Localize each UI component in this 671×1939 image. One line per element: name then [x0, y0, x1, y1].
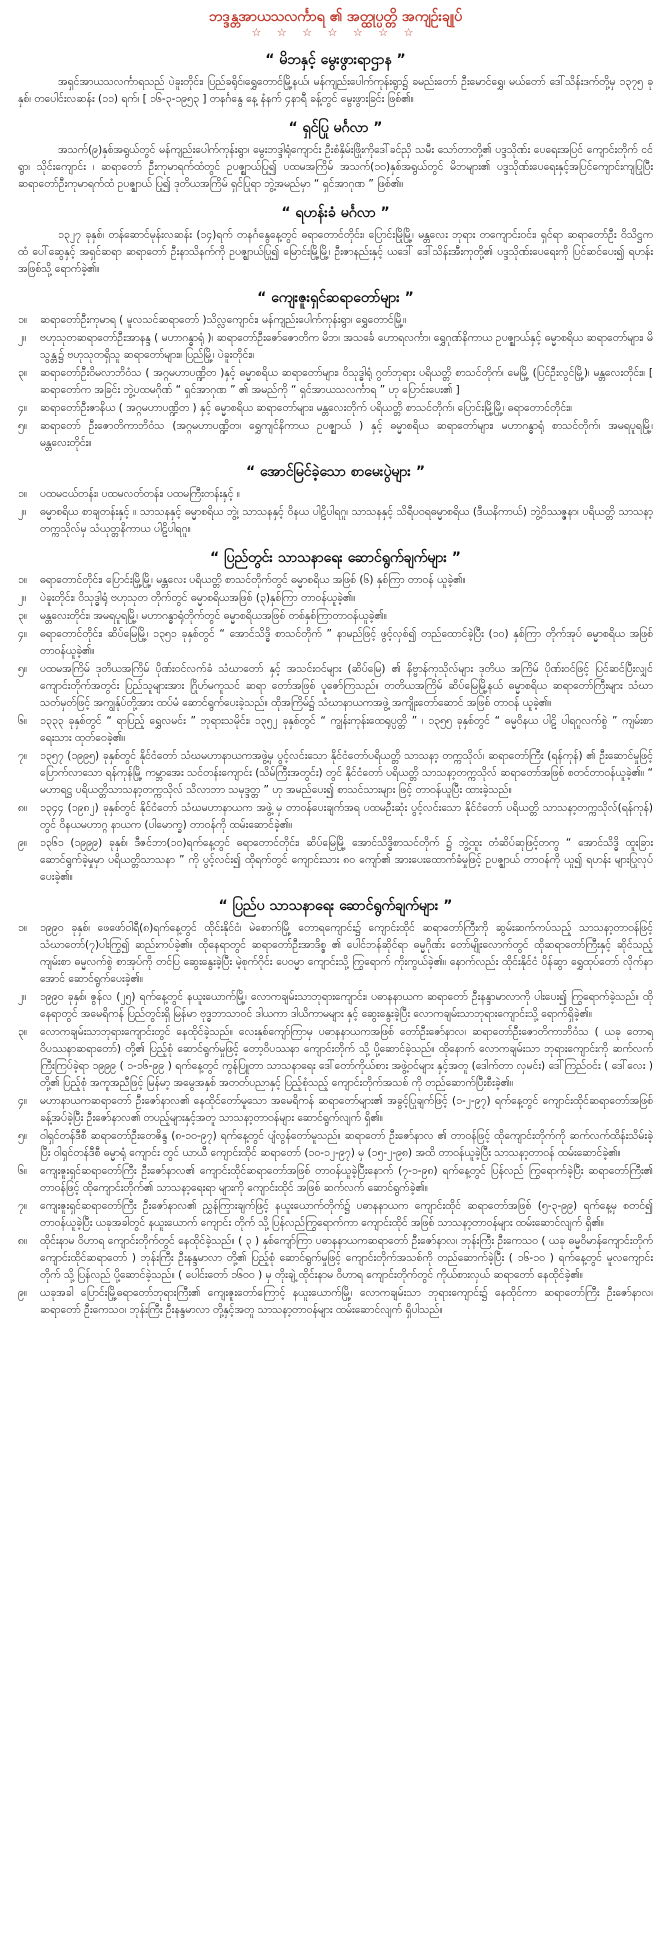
section-title-exams: “ အောင်မြင်ခဲ့သော စာမေးပွဲများ ”	[245, 464, 426, 480]
list-item-text: ဓမ္မာစရိယ စာချတန်းနှင့် ။ သာသနနှင့် ဓမ္မာစရိယ ဘွဲ့၊ သာသနနှင့် ဝိနယ ပါဠိပါရဂူ၊ သာသနနှင့် သိရီပဝရဓမ္မာစရိယ (ဒီယနိကာယ်) ဘွဲ့ဝိဿဇ္ဇနာ၊ ပရိယတ္တိ သာသနာ့တက္ကသိုလ်မှ သံယုတ္တနိကာယ ပါဠိပါရဂူ။	[40, 506, 653, 535]
birth-paragraph: အရှင်အာယသလင်္ကာရသည် ပဲခူးတိုင်း၊ ပြည်ခရိုင်၊ရွှေတောင်မြို့နယ်၊ မန်ကျည်းပေါက်ကုန်းရွာ၌ ခမည်းတော် ဦးမောင်ရွှေ၊ မယ်တော် ဒေါ်သိန်းဒက်တို့မှ ၁၃၇၅ ခုနှစ်၊ တပေါင်းလဆန်း (၁၁) ရက်၊ [ ၁၆-၃-၁၉၅၃ ] တနင်္ဂနွေ နေ့ နံနက် ၄နာရီ ခန့်တွင် မွေးဖွားခြင်း ဖြစ်၏။	[18, 76, 653, 105]
list-item-text: ဆရာတော်ဦးဝိမလာဘိဝံသ ( အဂ္ဂမဟာပဏ္ဍိတ )နှင့် ဓမ္မာစရိယ ဆရာတော်များ၊ ဝိသုဒ္ဓါရုံ ဂွတ်ဘုရား ပရိယတ္တိ စာသင်တိုက်၊ မေမြို့ (ပြင်ဦးလွင်မြို့)၊ မန္တလေးတိုင်း။ [ ဆရာတော်က အခြင်း ဘွဲ့ပထမဂိုဏ် “ ရှင်အာဂုဏ ” ၏ အမည်ကို “ ရှင်အာယသလင်္ကာရ ” ဟု ပြောင်းပေး၏ ]	[40, 367, 653, 396]
list-item	[18, 713, 653, 747]
list-item-text: ၁၃၆၁ (၁၉၉၉) ခုနှစ်၊ ဒီဇင်ဘာ(၁၀)ရက်နေ့တွင် ဓရာတောင်တိုင်း၊ ဆိပ်မြေမြို့ အောင်သိဒ္ဓိစာသင်တိုက် ၌ ဘွဲ့ထူး တံဆိပ်ဆုဖြင့်တကွ “ အောင်သိဒ္ဓိ ထူးခြားဆောင်ရွက်ခဲ့မှုမှာ ပရိယတ္တိသာသနာ ” ကို ပွင့်လင်း၍ ထိုရက်တွင် ကျောင်းသား ၈၀ ကျော်၏ အားပေးထောက်ခံမှုဖြင့် ဥပဇ္ဈာယ် တာဝန်ကို ယူ၍ ရဟန်း များပြုလုပ်ပေးခဲ့၏။	[40, 837, 653, 883]
list-item	[18, 748, 653, 799]
list-item	[18, 1093, 653, 1127]
list-item-text: ထိုင်းနာမ ဝိဟာရ ကျောင်းတိုက်တွင် နေထိုင်ခဲ့သည်။ ( ၃ ) နှစ်ကျော်ကြာ ပဓာနနာယကဆရာတော် ဦးဇော်နာလ၊ ဘုန်းကြီး ဦးကေသဝ ( ယခု ဓမ္မဝိမာန်ကျောင်းတိုက် ကျောင်းထိုင်ဆရာတော် ) ဘုန်းကြီး ဦးနန္ဒမာလာ တို့၏ ပြည့်စုံ ဆောင်ရွက်မှုဖြင့် ကျောင်းတိုက်အသစ်ကို တည်ဆောက်ခဲ့ပြီး ( ၁၆-၁၀ ) ရက်နေ့တွင် မူလကျောင်း တိုက် သို့ ပြန်လည် ပို့ဆောင်ခဲ့သည်။ ( ပေါင်းတော် ၁၆၀၀ ) မှ တိုးချဲ့ ထိုင်းနာမ ဝိဟာရ ကျောင်းတိုက်တွင် ကိုယ်စားလှယ် ဆရာတော် နေထိုင်ခဲ့၏။	[40, 1235, 653, 1281]
list-item	[18, 590, 653, 607]
list-item-number: ၆။	[18, 1165, 28, 1177]
section-novice	[18, 118, 653, 193]
list-item	[18, 418, 653, 452]
list-item-text: ၁၃၅၇ (၁၉၉၅) ခုနှစ်တွင် နိုင်ငံတော် သံဃမဟာနာယကအဖွဲ့မှ ပွင့်လင်းသော နိုင်ငံတော်ပရိယတ္တိ သာသနာ့ တက္ကသိုလ်၊ ဆရာတော်ကြီး (ရန်ကုန်) ၏ ဦးဆောင်မှုဖြင့် ပြောက်လာသော ရန်ကုန်မြို့ ကမ္ဘာအေး သင်တန်းကျောင်း (သိမ်ကြီးအတွင်း) တွင် နိုင်ငံတော် ပရိယတ္တိ သာသနာ့တက္ကသိုလ် ဆရာတော်အဖြစ် စတင်တာဝန်ယူခဲ့၏။ “ မဟာရဋ္ဌ ပရိယတ္တိသာသနာ့တက္ကသိုလ် သိလာဘာ သမုဒ္ဒတ္တ ” ဟု အမည်ပေး၍ စာသင်သားများ ဖြင့် တာဝန်ယူပြီး ထားခဲ့သည်။	[40, 750, 653, 796]
list-item-text: လောကချမ်းသာဘုရားကျောင်းတွင် နေထိုင်ခဲ့သည်။ လေးနှစ်ကျော်ကြာမှ ပဓာနနာယကအဖြစ် တော်ဦးဇော်နာလ၊ ဆရာတော်ဦးဇောတိကာဘိဝံသ ( ယခု တောရဝိပဿနာဆရာတော်) တို့၏ ပြည့်စုံ ဆောင်ရွက်မှုဖြင့် တော့ဝိပဿနာ ကျောင်းတိုက် သို့ ပို့ဆောင်ခဲ့သည်။ ထိုနောက် လောကချမ်းသာ ဘုရားကျောင်းကို ဆက်လက်ကြီးကြပ်ခဲ့ရာ ၁၉၉၉ ( ၁-၁၆-၉၉ ) ရက်နေ့တွင် ကွန်ပြူတာ သာသနာရေး ဒေါ်တော်ကိုယ်စား အဖွဲ့ဝင်များ နှင့်အတူ (ဒေါက်တာ လှမင်း) ဒေါ်ကြည်ဝင်း ( ဒေါ်လေး ) တို့၏ ပြည့်စုံ အကူအညီဖြင့် မြန်မာ့ အမွေအနှစ် အတတ်ပညာနှင့် ပြည့်စုံသည့် ကျောင်းတိုက်အသစ် ကို တည်ဆောက်ပြီးစီးခဲ့၏။	[40, 1026, 653, 1089]
section-title-abroad: “ ပြည်ပ သာသနာရေး ဆောင်ရွက်ချက်များ ”	[218, 898, 453, 914]
list-item-number: ၉။	[18, 837, 28, 849]
list-item	[18, 1024, 653, 1092]
title-stars-divider: ☆ ☆ ☆ ☆ ☆ ☆ ☆	[251, 26, 420, 39]
list-item-number: ၂။	[18, 592, 27, 604]
list-item	[18, 572, 653, 589]
list-item-number: ၅။	[18, 663, 28, 675]
list-item-text: ဝါရှင်တန်ဒီစီ ဆရာတော်ဦးတေဇိန္ဒ (၈-၁၀-၉၇) ရက်နေ့တွင် ပျံလွန်တော်မူသည်။ ဆရာတော် ဦးဇော်နာလ ၏ တာဝန်ဖြင့် ထိုကျောင်းတိုက်ကို ဆက်လက်ထိန်းသိမ်းခဲ့ပြီး ဝါရှင်တန်ဒီစီ ဓမ္မာရုံ ကျောင်း တွင် ယာယီ ကျောင်းထိုင် ဆရာတော် (၁၀-၁၂-၉၇) မှ (၁၅-၂-၉၈) အထိ တာဝန်ယူခဲ့ပြီး သာသနာ့တာဝန် ထမ်းဆောင်ခဲ့၏။	[40, 1130, 653, 1159]
list-item	[18, 800, 653, 834]
list-item	[18, 920, 653, 988]
list-item	[18, 661, 653, 712]
monk-paragraph: ၁၃၂၇ ခုနှစ်၊ တန်ဆောင်မုန်းလဆန်း (၁၄)ရက် တနင်္ဂနွေနေ့တွင် ဓရာတောင်တိုင်း၊ ပြောင်းမြိုမြို့၊ မန္တလေး ဘုရား တကျောင်းဝင်း၊ ရှင်ရာ ဆရာတော်ဦး ဝိသိဋ္ဌက ထံ ပေါ်ဆွေနှင့် အရှင်ဆရာ ဆရာတော် ဦးနာသိနက်ကို ဥပဇ္ဈာယ်ပြု၍ မြောင်းမြို့မြို့၊ ဦးဇာနည်းနှင့် ယဒေါ် ဒေါ်သိန်းအီးကုတို့၏ ပဒ္ဒသိုဏ်းပေရေးကို ပြင်ဆင်ပေး၍ ရဟန်းအဖြစ်သို့ ရောက်ခဲ့၏။	[18, 229, 653, 275]
list-item	[18, 504, 653, 538]
list-item-number: ၃။	[18, 610, 28, 622]
list-item-text: ယခုအခါ ပြောင်းမြို့ဓရာတော်ဘုရားကြီး၏ ကျေးဇူးတော်ကြောင့် နယူးယောက်မြို့၊ လောကချမ်းသာ ဘုရားကျောင်း၌ နေထိုင်ကာ ဆရာတော်ကြီး ဦးဇော်နာလ၊ ဆရာတော် ဦးကေသဝ၊ ဘုန်းကြီး ဦးနန္ဒမာလာ တို့နှင့်အတူ သာသနာ့တာဝန်များ ထမ်းဆောင်လျက် ရှိပါသည်။	[40, 1287, 653, 1316]
section-teachers	[18, 288, 653, 452]
list-item	[18, 1128, 653, 1162]
list-item-number: ၇။	[18, 1200, 28, 1212]
list-item-number: ၁။	[18, 314, 28, 326]
list-item-text: ၁၃၄၄ (၁၉၈၂) ခုနှစ်တွင် နိုင်ငံတော် သံဃမဟာနာယက အဖွဲ့ မှ တာဝန်ပေးချက်အရ ပထမဦးဆုံး ပွင့်လင်းသော နိုင်ငံတော် ပရိယတ္တိ သာသနာ့တက္ကသိုလ်(ရန်ကုန်) တွင် ဝိနယမဟာဂ္ဂ နာယက (ပါမောက္ခ) တာဝန်ကို ထမ်းဆောင်ခဲ့၏။	[40, 802, 653, 831]
list-item-number: ၃။	[18, 367, 28, 379]
list-item-text: ၁၉၉၀ ခုနှစ်၊ ဖေဖော်ဝါရီ(၈)ရက်နေ့တွင် ထိုင်းနိုင်ငံ၊ မဲစောက်မြို့ တောရကျောင်း၌ ကျောင်းထိုင် ဆရာတော်ကြီးကို ဆွမ်းဆက်ကပ်သည့် သာသနာ့တာဝန်ဖြင့် သံဃာတော်(၇)ပါးကြွ၍ ဆည်းကပ်ခဲ့၏။ ထိုနေရာတွင် ဆရာတော်ဦးအာဒိစ္စ ၏ ပေါင်ဘန်ဆိုင်ရာ ဓမ္မဂိုဏ်း တော်မျိုးလောက်တွင် ထိုဆရာတော်ကြီးနှင့် ဆိုင်သည့် ကျမ်းစာ ဓမ္မလက်စွဲ စာအုပ်ကို တင်ပြ ဆွေးနွေးခဲ့ပြီး မဲ့စုက်ဂိုင်း ပေဝမ္မာ ကျောင်းသို့ ကြွရောက် ကိုးကွယ်ခဲ့၏။ နောက်လည်း ထိုင်းနိုင်ငံ ပိန်ဆွာ ရွှေထုပ်တော် လိုက်နာ အောင် ဆောင်ရွက်ပေးခဲ့၏။	[40, 922, 653, 985]
list-item-text: ၁၉၉၀ ခုနှစ်၊ ဇွန်လ (၂၅) ရက်နေ့တွင် နယူးယောက်မြို့၊ လောကချမ်းသာဘုရားကျောင်း၊ ပဓာနနာယက ဆရာတော် ဦးနန္ဒာမာလာကို ပါးပေး၍ ကြွရောက်ခဲ့သည်။ ထိုနေရာတွင် အမေရိကန် ပြည်တွင်းရှိ မြန်မာ ဗုဒ္ဓဘာသာဝင် ဒါယကာ ဒါယိကာမများ နှင့် ဆွေးနွေးခဲ့ပြီး လောကချမ်းသာဘုရားကျောင်းသို့ ရောက်ရှိခဲ့၏။	[40, 991, 653, 1020]
list-item-text: ကျေးဇူးရှင်ဆရာတော်ကြီး ဦးဇော်နာလ၏ ညွှန်ကြားချက်ဖြင့် နယူးယောက်တိုက်၌ ပဓာနနာယက ကျောင်းထိုင် ဆရာတော်အဖြစ် (၅-၃-၉၉) ရက်နေ့မှ စတင်၍ တာဝန်ယူခဲ့ပြီး ယခုအခါတွင် နယူးယောက် ကျောင်း တိုက် သို့ ပြန်လည်ကြွရောက်ကာ ကျောင်းထိုင် အဖြစ် သာသနာ့တာဝန်များ ထမ်းဆောင်လျက် ရှိ၏။	[40, 1200, 653, 1229]
list-item-text: ဆရာတော်ဦးကုမာရ ( မူလသင်ဆရာတော် )သိလ္လကျောင်း၊ မန်ကျည်းပေါက်ကုန်းရွာ၊ ရွှေတောင်မြို့။	[40, 314, 407, 326]
section-abroad	[18, 896, 653, 1319]
list-item-number: ၃။	[18, 1026, 28, 1038]
list-item-text: ဓရာတောင်တိုင်း၊ ပြောင်းမြို့မြို့၊ မန္တလေး ပရိယတ္တိ စာသင်တိုက်တွင် ဓမ္မာစရိယ အဖြစ် (၆) နှစ်ကြာ တာဝန် ယူခဲ့၏။	[40, 574, 466, 586]
teachers-list	[18, 312, 653, 452]
list-item-number: ၅။	[18, 1130, 28, 1142]
list-item	[18, 626, 653, 660]
list-item-number: ၈။	[18, 1235, 28, 1247]
list-item	[18, 1163, 653, 1197]
list-item-text: ကျေးဇူးရှင်ဆရာတော်ကြီး ဦးဇော်နာလ၏ ကျောင်းထိုင်ဆရာတော်အဖြစ် တာဝန်ယူခဲ့ပြီးနောက် (၇-၁-၉၈) ရက်နေ့တွင် ပြန်လည် ကြွရောက်ခဲ့ပြီး ဆရာတော်ကြီး၏ တာဝန်ဖြင့် ထိုကျောင်းတိုက်၏ သာသနာ့ရေးရာ များကို ကျောင်းထိုင် အဖြစ် ဆက်လက် ဆောင်ရွက်ခဲ့၏။	[40, 1165, 653, 1194]
list-item	[18, 365, 653, 399]
list-item	[18, 1198, 653, 1232]
section-title-birth: “ မိဘနှင့် မွေးဖွားရာဌာန ”	[265, 52, 406, 68]
list-item-text: ဓရာတောင်တိုင်း၊ ဆိပ်မြေမြို့၊ ၁၃၅၁ ခုနှစ်တွင် “ အောင်သိဒ္ဓိ စာသင်တိုက် ” နာမည်ဖြင့် ဖွင့်လှစ်၍ တည်ထောင်ခဲ့ပြီး (၁၀) နှစ်ကြာ တိုက်အုပ် ဓမ္မာစရိယ အဖြစ် တာဝန်ယူခဲ့၏။	[40, 628, 653, 657]
list-item	[18, 989, 653, 1023]
list-item-number: ၁။	[18, 574, 28, 586]
exams-list	[18, 486, 653, 538]
list-item-text: မန္တလေးတိုင်း၊ အမရပူရမြို့၊ မဟာဂန္ဓာရုံတိုက်တွင် ဓမ္မာစရိယအဖြစ် တစ်နှစ်ကြာတာဝန်ယူခဲ့၏။	[40, 610, 387, 622]
list-item-text: ဗဟုသုတဆရာတော်ဦးအာနန္ဒ ( မဟာဂန္ဓာရုံ )၊ ဆရာတော်ဦးဇော်ဇောတိက မိဘ၊ အသင်္ခေ ဟောရလင်္ကာ၊ ရွှေဂုဏ်နိကာယ ဥပဇ္ဈာယ်နှင့် ဓမ္မာစရိယ ဆရာတော်များ၊ မိသွန္တ၌ ဗဟုသုတရှိသူ ဆရာတော်များ။ ပြည်မြို့၊ ပဲခူးတိုင်း။	[40, 332, 653, 361]
section-domestic	[18, 548, 653, 886]
list-item	[18, 608, 653, 625]
domestic-activities-list	[18, 572, 653, 886]
list-item-number: ၈။	[18, 802, 28, 814]
section-birth	[18, 50, 653, 108]
section-title-novice: “ ရှင်ပြု မင်္ဂလာ ”	[288, 120, 383, 136]
novice-paragraph: အသက်(၉)နှစ်အရွယ်တွင် မန်ကျည်းပေါက်ကုန်းရွာ၊ မွေးဘဒ္ဒါရုံကျောင်း ဦးစံနှိမ်းဖြိုးကိုဒေါ်ခင်ညှိ သမီး သော်တာတို့၏ ပဒ္ဒသိုဏ်း ပေရေးအပြင် ကျောင်းတိုက် ငင်ရွာ၊ သိုင်းကျောင်း ၊ ဆရာတော် ဦးကုမာရက်ထံတွင် ဥပဇ္ဈာယ်ပြု၍ ပထမအကြိမ် အသက်(၁၀)နှစ်အရွယ်တွင် မိဘများ၏ ပဒ္ဒသိုဏ်းပေရေးနှင့်အပြင်ကျောင်းကျပြုပြီး ဆရာတော်ဦးကုမာရက်ထံ ဥပဇ္ဈာယ် ပြု၍ ဒုတိယအကြိမ် ရှင်ပြုရာ ဘွဲ့အမည်မှာ “ ရှင်အာဂုဏ ” ဖြစ်၏။	[18, 144, 653, 190]
section-title-domestic: “ ပြည်တွင်း သာသနာရေး ဆောင်ရွက်ချက်များ ”	[210, 550, 461, 566]
list-item	[18, 835, 653, 886]
list-item	[18, 312, 653, 329]
list-item-number: ၂။	[18, 332, 27, 344]
section-title-teachers: “ ကျေးဇူးရှင်ဆရာတော်များ ”	[257, 290, 414, 306]
list-item-number: ၂။	[18, 506, 27, 518]
list-item-text: ဆရာတော်ဦးဇာနိယ ( အဂ္ဂမဟာပဏ္ဍိတ ) နှင့် ဓမ္မာစရိယ ဆရာတော်များ၊ မန္တလေးတိုက် ပရိယတ္တိ စာသင်တိုက်၊ ပြောင်းမြို့မြို့၊ ဓရာတောင်တိုင်း။	[40, 402, 573, 414]
page-title: ဘဒ္ဒန္တအာယသလင်္ကာရ ၏ အတ္ထုပ္ပတ္တိ အကျဉ်းချုပ်	[208, 9, 463, 25]
list-item-number: ၅။	[18, 420, 28, 432]
list-item-number: ၄။	[18, 628, 28, 640]
list-item-number: ၆။	[18, 715, 28, 727]
list-item-number: ၄။	[18, 1095, 28, 1107]
list-item	[18, 1285, 653, 1319]
list-item-text: ပဲခူးတိုင်း၊ ဝိသုဒ္ဓါရုံ ဗဟုသုတ တိုက်တွင် ဓမ္မာစရိယအဖြစ် (၃)နှစ်ကြာ တာဝန်ယူခဲ့၏။	[40, 592, 356, 604]
list-item-number: ၁။	[18, 922, 28, 934]
list-item	[18, 486, 653, 503]
list-item-text: ဆရာတော် ဦးဇောတိကာဘိဝံသ (အဂ္ဂမဟာပဏ္ဍိတ၊ ရွှေကျင်နိကာယ ဥပဇ္ဈာယ် ) နှင့် ဓမ္မာစရိယ ဆရာတော်များ၊ မဟာဂန္ဓာရုံ စာသင်တိုက်၊ အမရပူရမြို့၊ မန္တလေးတိုင်း။	[40, 420, 653, 449]
list-item	[18, 330, 653, 364]
list-item-text: ပထမငယ်တန်း၊ ပထမလတ်တန်း၊ ပထမကြီးတန်းနှင့် ။	[40, 488, 240, 500]
list-item-text: မဟာနာယကဆရာတော် ဦးဇော်နာလ၏ နေထိုင်တော်မူသော အမေရိကန် ဆရာတော်များ၏ အခွင့်ပြုချက်ဖြင့် (၁-၂-၉၇) ရက်နေ့တွင် ကျောင်းထိုင်ဆရာတော်အဖြစ် ခန့်အပ်ခဲ့ပြီး ဦးဇော်နာလ၏ တပည့်များနှင့်အတူ သာသနာ့တာဝန်များ ဆောင်ရွက်လျက် ရှိ၏။	[40, 1095, 653, 1124]
list-item-number: ၂။	[18, 991, 27, 1003]
list-item-text: ပထမအကြိမ် ဒုတိယအကြိမ် ပိုဏ်းဝင်လက်ခံ သံဃာတော် နှင့် အသင်းဝင်များ (ဆိပ်မြေ) ၏ နိဗ္ဗာန်ကုသိုလ်များ ဒုတိယ အကြိမ် ပိုဏ်းဝင်ဖြင့် ပြင်ဆင်ပြီးလျှင် ကျောင်းတိုက်အတွင်း ပြည်သူများအား ဂြိုဟ်မကူသင် ဆရာ တော်အဖြစ် ပူဇော်ကြသည်။ တတိယအကြိမ် ဆိပ်မြေမြို့နယ် ဓမ္မာစရိယ ဆရာတော်ကြီးများ သံဃာ သတ်မှတ်ဖြင့် အကျွန်ုပ်တို့အား ထပ်မံ ဆောင်ရွက်ပေးခဲ့သည်။ ထိုအကြိမ်၌ သံဃာနာယကအဖွဲ့ အကျိုးတော်ဆောင် အဖြစ် တာဝန် ယူခဲ့၏။	[40, 663, 653, 709]
section-title-monk: “ ရဟန်းခံ မင်္ဂလာ ”	[281, 205, 390, 221]
list-item-number: ၇။	[18, 750, 28, 762]
list-item-number: ၄။	[18, 402, 28, 414]
list-item-number: ၉။	[18, 1287, 28, 1299]
list-item-text: ၁၃၃၃ ခုနှစ်တွင် “ ရာပြည့် ရွှေလမင်း ” ဘုရားသမိုင်း၊ ၁၃၅၂ ခုနှစ်တွင် “ ကျွန်းကုန်းထေရုပ္ပတ္တိ ” ၊ ၁၃၅၅ ခုနှစ်တွင် “ ဓမ္မဝိနယ ပါဠိ ပါရဂူလက်စွဲ ” ကျမ်းစာ ရေးသား ထုတ်ဝေခဲ့၏။	[40, 715, 653, 744]
list-item-number: ၁။	[18, 488, 28, 500]
list-item	[18, 1233, 653, 1284]
section-monk	[18, 203, 653, 278]
list-item	[18, 400, 653, 417]
section-exams	[18, 462, 653, 538]
abroad-activities-list	[18, 920, 653, 1319]
